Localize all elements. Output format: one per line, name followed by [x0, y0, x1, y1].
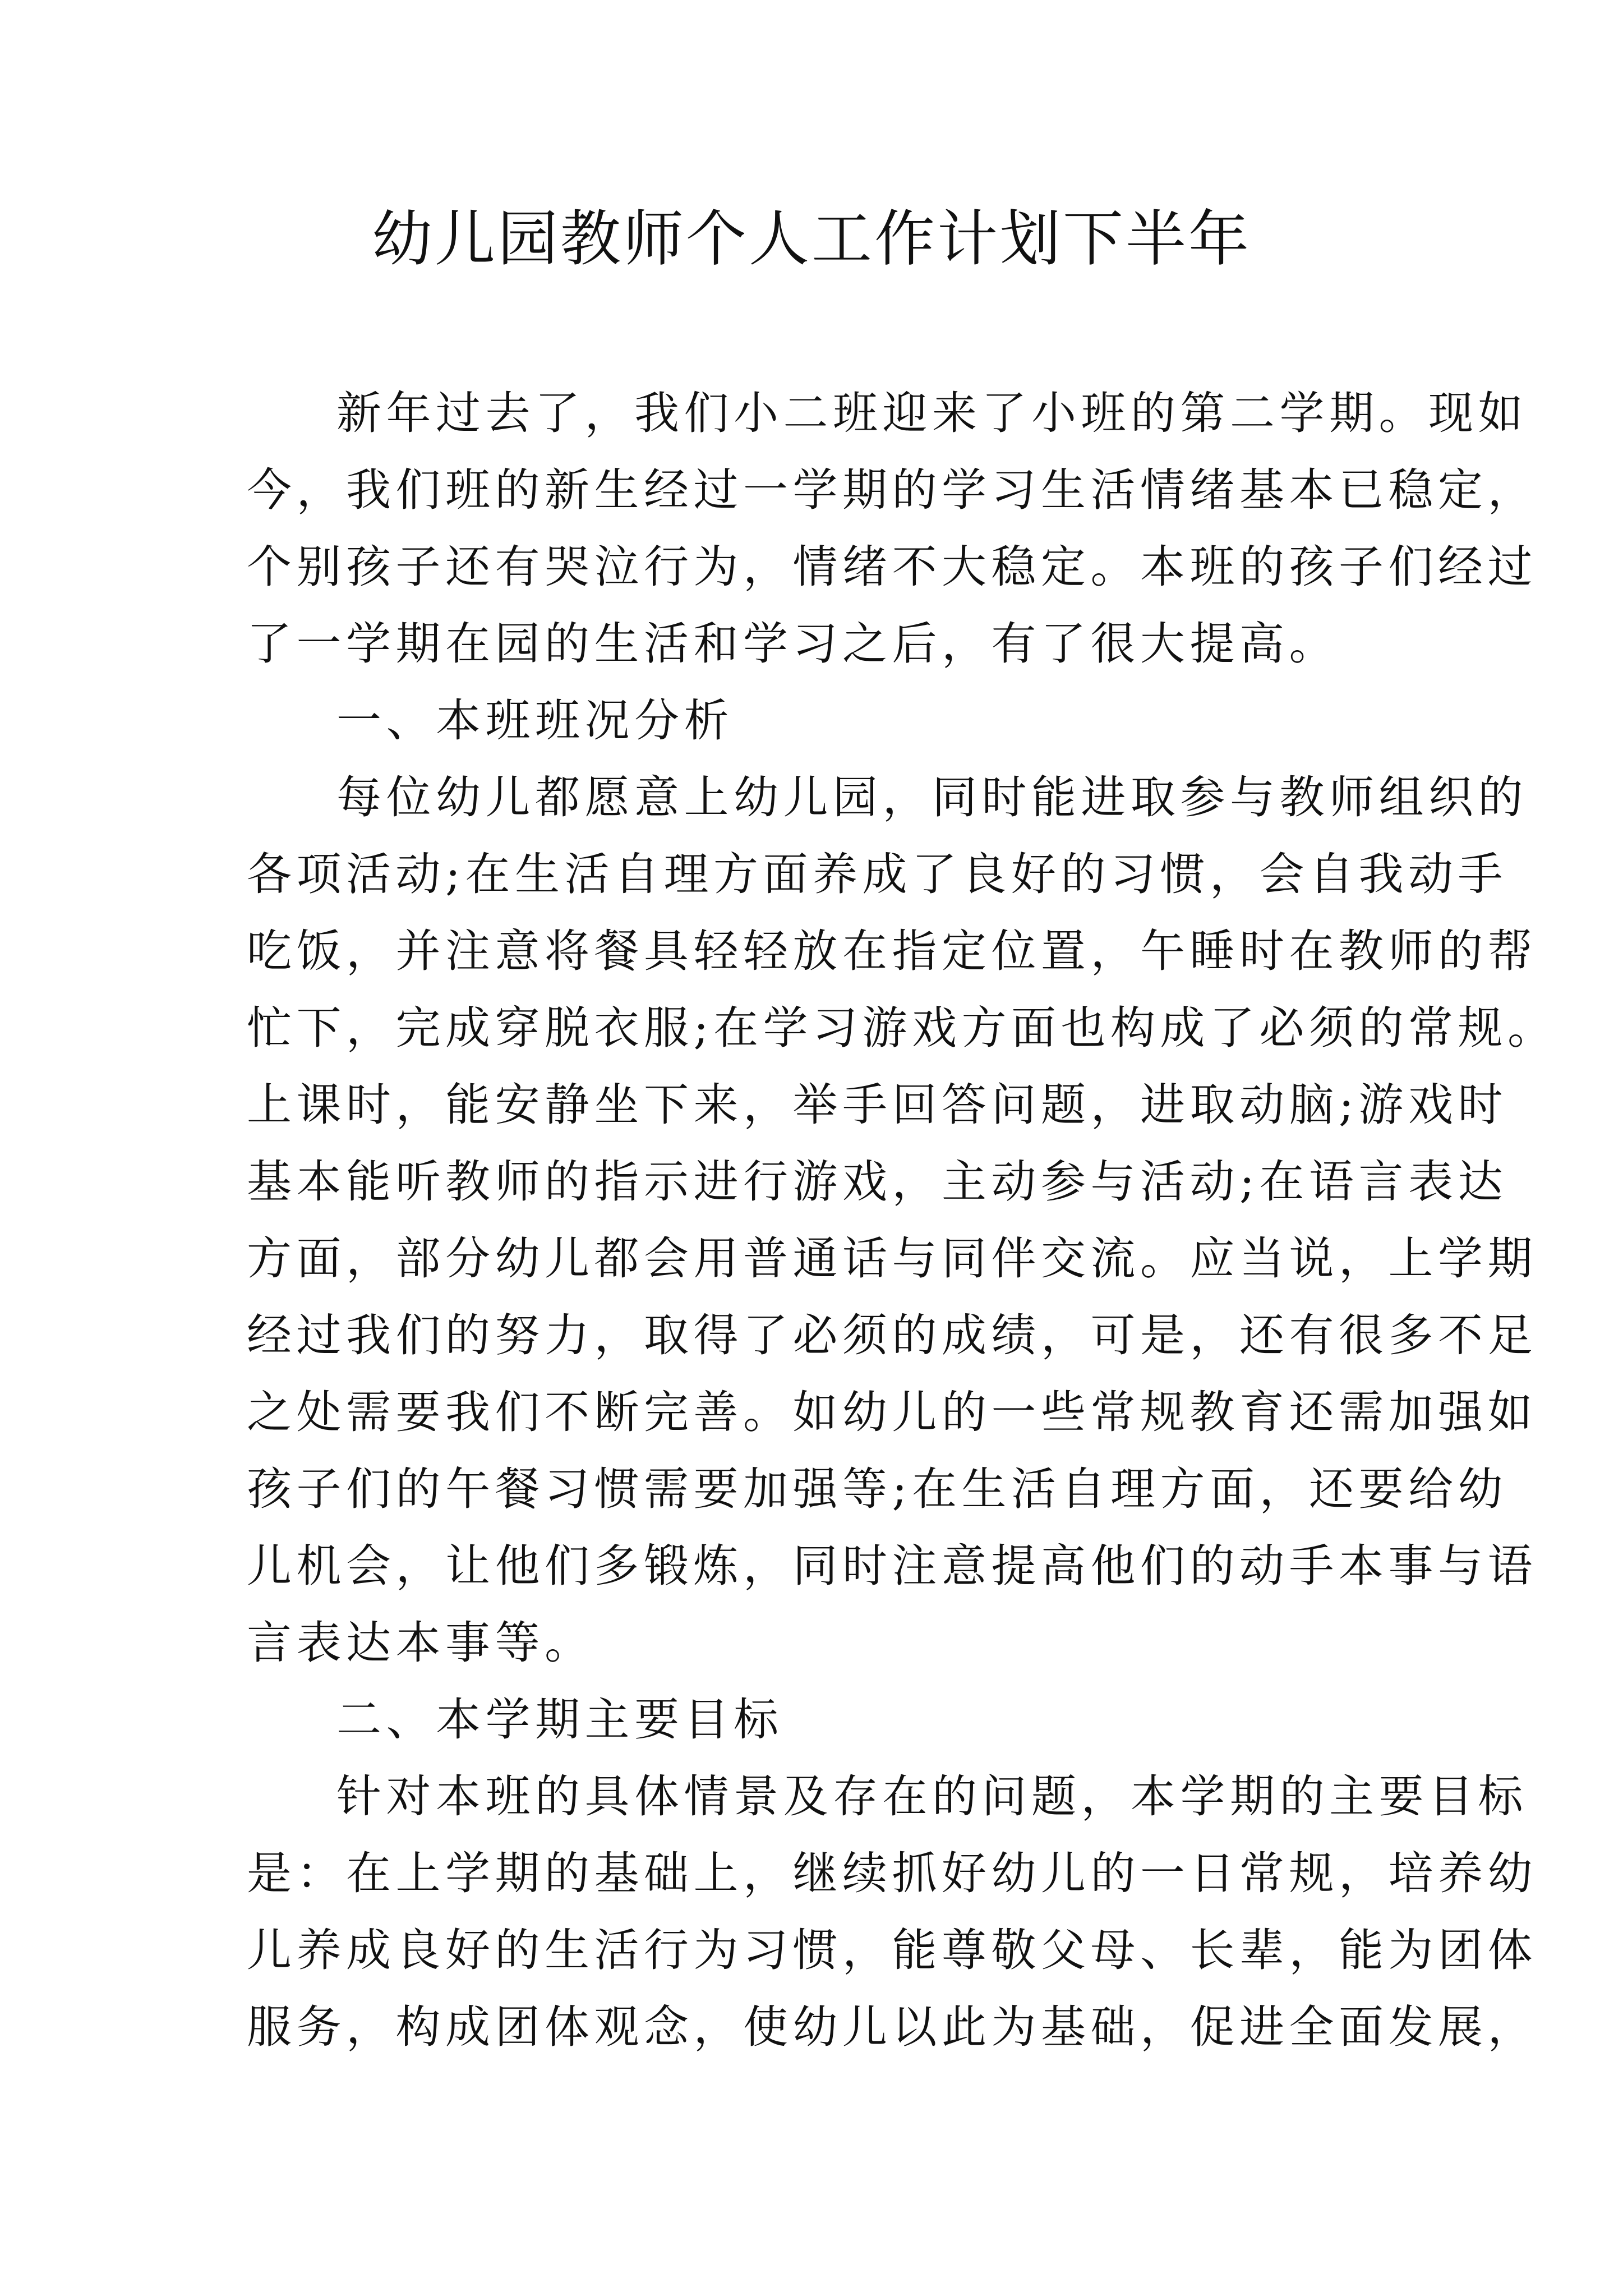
text-line: 了一学期在园的生活和学习之后，有了很大提高。: [247, 618, 1339, 670]
text-line: 今，我们班的新生经过一学期的学习生活情绪基本已稳定，: [247, 464, 1537, 516]
text-line: 个别孩子还有哭泣行为，情绪不大稳定。本班的孩子们经过: [247, 541, 1537, 593]
text-line: 服务，构成团体观念，使幼儿以此为基础，促进全面发展，: [247, 2001, 1537, 2053]
text-line: 经过我们的努力，取得了必须的成绩，可是，还有很多不足: [247, 1309, 1537, 1361]
text-line: 基本能听教师的指示进行游戏，主动参与活动;在语言表达: [247, 1156, 1507, 1208]
text-line: 儿机会，让他们多锻炼，同时注意提高他们的动手本事与语: [247, 1540, 1537, 1592]
heading-text: 一、本班班况分析: [336, 694, 734, 747]
paragraph-class-analysis: [247, 759, 1557, 1681]
text-line: 儿养成良好的生活行为习惯，能尊敬父母、长辈，能为团体: [247, 1924, 1537, 1976]
text-line: 新年过去了，我们小二班迎来了小班的第二学期。现如: [336, 387, 1528, 439]
document-title: 幼儿园教师个人工作计划下半年: [371, 204, 1251, 274]
text-line: 言表达本事等。: [247, 1617, 594, 1669]
section-heading-2: [247, 1681, 1391, 1758]
text-line: 针对本班的具体情景及存在的问题，本学期的主要目标: [336, 1770, 1528, 1823]
text-line: 每位幼儿都愿意上幼儿园，同时能进取参与教师组织的: [336, 771, 1528, 823]
document-body: [247, 375, 1557, 2065]
section-heading-1: [247, 682, 1391, 759]
text-line: 方面，部分幼儿都会用普通话与同伴交流。应当说，上学期: [247, 1232, 1537, 1285]
text-line: 吃饭，并注意将餐具轻轻放在指定位置，午睡时在教师的帮: [247, 925, 1537, 977]
heading-text: 二、本学期主要目标: [336, 1694, 783, 1746]
text-line: 忙下，完成穿脱衣服;在学习游戏方面也构成了必须的常规。: [247, 1002, 1557, 1054]
paragraph-main-goals: [247, 1758, 1537, 2065]
text-line: 各项活动;在生活自理方面养成了良好的习惯，会自我动手: [247, 848, 1507, 900]
text-line: 孩子们的午餐习惯需要加强等;在生活自理方面，还要给幼: [247, 1463, 1507, 1515]
text-line: 是：在上学期的基础上，继续抓好幼儿的一日常规，培养幼: [247, 1847, 1537, 1899]
text-line: 上课时，能安静坐下来，举手回答问题，进取动脑;游戏时: [247, 1079, 1507, 1131]
text-line: 之处需要我们不断完善。如幼儿的一些常规教育还需加强如: [247, 1386, 1537, 1438]
paragraph-intro: [247, 375, 1537, 682]
